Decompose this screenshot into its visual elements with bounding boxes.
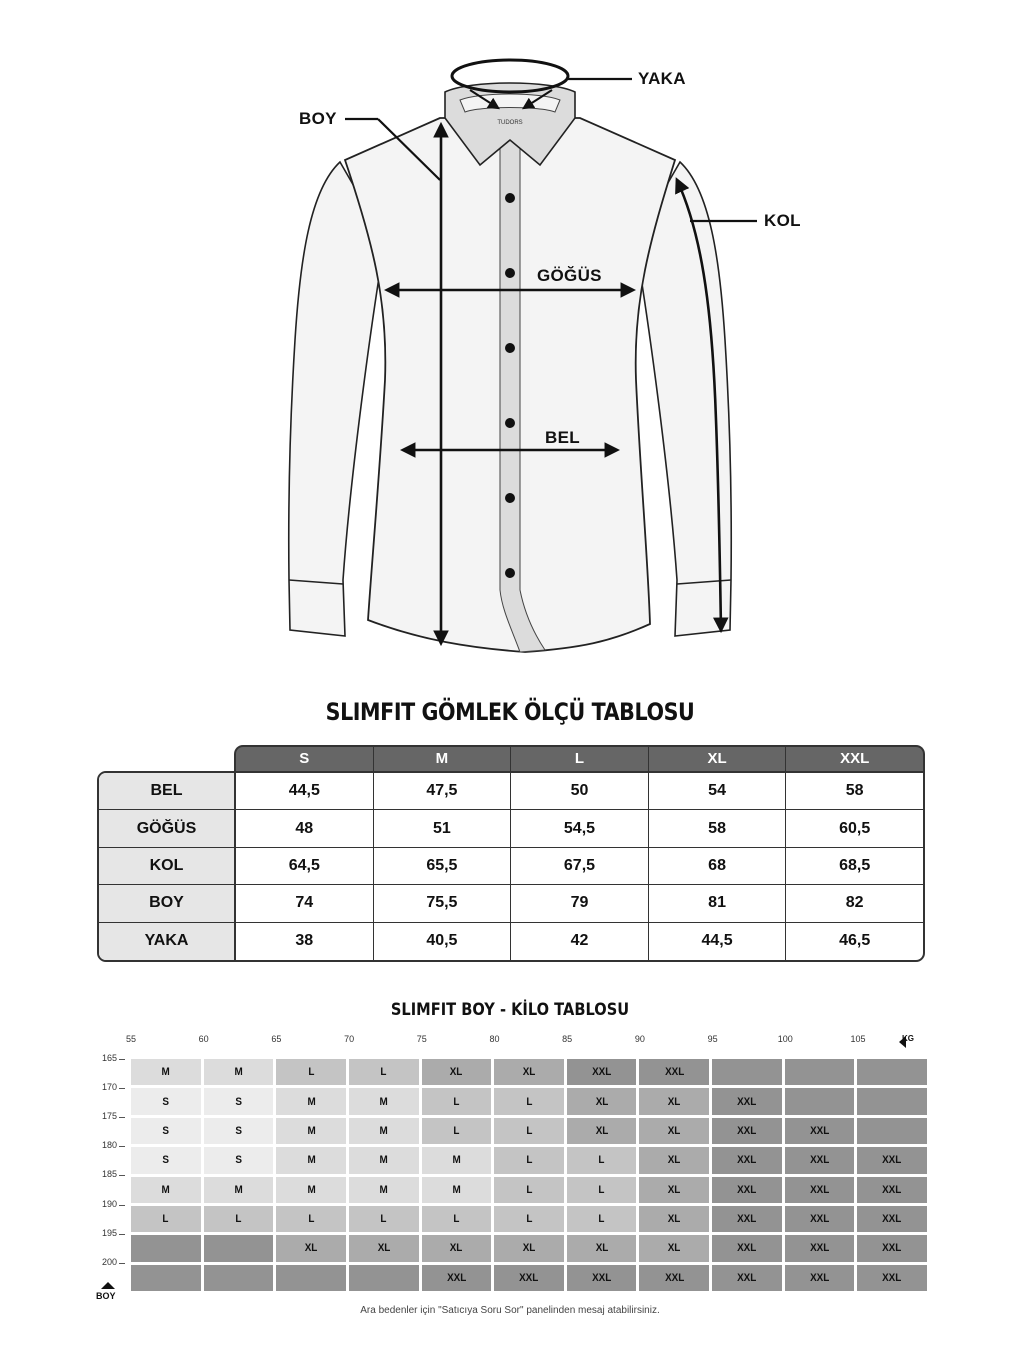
size-cell: [785, 1118, 855, 1144]
size-cell: [857, 1177, 927, 1203]
height-axis-label: BOY: [96, 1291, 116, 1301]
row-label: KOL: [99, 848, 236, 884]
height-tick-mark: [119, 1263, 125, 1264]
size-cell-label: XXL: [737, 1095, 757, 1108]
size-cell-label: L: [525, 1124, 533, 1137]
button-dot: [505, 343, 515, 353]
size-cell: [712, 1118, 782, 1144]
size-cell-label: XXL: [882, 1242, 902, 1255]
table-cell: 44,5: [649, 923, 787, 960]
size-cell-label: XXL: [809, 1271, 830, 1284]
weight-tick-label: 100: [777, 1034, 793, 1044]
table-cell: 50: [511, 773, 649, 809]
size-cell: [204, 1206, 274, 1232]
size-header-cell: XXL: [840, 750, 870, 767]
size-cell-label: XXL: [809, 1242, 830, 1255]
size-cell: [204, 1265, 274, 1291]
size-cell: [857, 1088, 927, 1114]
size-cell: [204, 1118, 274, 1144]
size-cell-label: L: [598, 1213, 605, 1226]
size-cell: [857, 1118, 927, 1144]
size-cell: [857, 1059, 927, 1085]
size-header-row: [234, 745, 925, 771]
size-cell-label: M: [379, 1095, 388, 1108]
size-cell-label: XXL: [882, 1154, 902, 1167]
weight-tick-label: 75: [416, 1034, 427, 1044]
height-tick-label: 195: [101, 1227, 117, 1238]
size-cell: [567, 1206, 637, 1232]
table-cell: 40,5: [374, 923, 512, 960]
size-cell: [422, 1265, 492, 1291]
size-cell: [349, 1118, 419, 1144]
height-tick-mark: [119, 1234, 125, 1235]
size-cell-label: XXL: [519, 1271, 539, 1284]
size-cell: [349, 1206, 419, 1232]
weight-tick-label: 60: [198, 1034, 209, 1044]
size-cell-label: XL: [667, 1154, 681, 1167]
size-cell: [785, 1235, 855, 1261]
button-dot: [505, 493, 515, 503]
size-cell-label: XL: [667, 1095, 681, 1108]
height-tick-label: 175: [101, 1111, 117, 1122]
size-cell-label: M: [161, 1183, 170, 1196]
size-cell: [857, 1235, 927, 1261]
size-cell: [494, 1177, 564, 1203]
weight-axis: [0, 1034, 1020, 1048]
button-dot: [505, 418, 515, 428]
button-dot: [505, 193, 515, 203]
row-label: BOY: [99, 885, 236, 921]
size-cell-label: XL: [450, 1242, 463, 1255]
size-cell: [567, 1265, 637, 1291]
size-cell-label: L: [308, 1213, 315, 1226]
gogus-callout: GÖĞÜS: [537, 266, 602, 285]
size-cell: [712, 1206, 782, 1232]
table-row: [99, 923, 923, 960]
size-cell-label: M: [161, 1066, 170, 1079]
size-cell: [204, 1088, 274, 1114]
weight-tick-label: 90: [634, 1034, 645, 1044]
size-header-cell: M: [374, 747, 512, 771]
table-cell: 51: [374, 810, 512, 846]
size-cell-label: S: [162, 1124, 170, 1137]
table-cell: 68: [649, 848, 787, 884]
size-cell: [276, 1177, 346, 1203]
size-cell-label: M: [306, 1124, 316, 1137]
size-cell-label: S: [235, 1095, 242, 1108]
brand-label: TUDORS: [497, 120, 523, 126]
table-cell: 75,5: [374, 885, 512, 921]
size-cell: [131, 1177, 201, 1203]
size-cell-label: M: [306, 1095, 316, 1108]
size-cell-label: XL: [595, 1242, 608, 1255]
size-cell-label: XXL: [737, 1124, 757, 1137]
size-cell-label: L: [453, 1213, 460, 1226]
table-cell: 48: [236, 810, 374, 846]
size-cell: [422, 1118, 492, 1144]
size-cell-label: L: [380, 1213, 387, 1226]
size-cell-label: XXL: [737, 1183, 757, 1196]
size-cell-label: XL: [522, 1066, 536, 1079]
size-cell: [494, 1059, 564, 1085]
weight-tick-label: 95: [707, 1034, 718, 1044]
height-tick-label: 185: [101, 1169, 117, 1180]
size-cell-label: XL: [595, 1124, 608, 1137]
size-cell-label: M: [306, 1154, 316, 1167]
table-cell: 42: [511, 923, 649, 960]
size-cell-label: XL: [522, 1242, 536, 1255]
height-arrow-icon: [101, 1282, 115, 1289]
size-cell-label: XL: [304, 1242, 318, 1255]
size-cell-label: XXL: [664, 1271, 684, 1284]
size-cell-label: XXL: [737, 1271, 757, 1284]
size-header-cell: XL: [649, 747, 787, 771]
size-cell: [276, 1206, 346, 1232]
size-cell: [276, 1118, 346, 1144]
size-cell: [494, 1147, 564, 1173]
size-cell: [567, 1235, 637, 1261]
height-tick-mark: [119, 1175, 125, 1176]
size-cell-label: L: [525, 1183, 533, 1196]
table-cell: 44,5: [236, 773, 374, 809]
size-cell-label: XXL: [882, 1213, 902, 1226]
weight-axis-label: KG: [902, 1034, 914, 1043]
size-cell: [422, 1147, 492, 1173]
size-cell-label: XL: [595, 1095, 608, 1108]
size-cell: [567, 1147, 637, 1173]
row-label: YAKA: [99, 923, 236, 960]
size-cell-label: L: [162, 1213, 169, 1226]
weight-tick-label: 105: [850, 1034, 866, 1044]
size-cell-label: M: [379, 1124, 388, 1137]
size-cell-label: XXL: [809, 1213, 830, 1226]
size-cell: [639, 1265, 709, 1291]
height-tick-label: 200: [101, 1256, 117, 1267]
size-cell-label: XXL: [446, 1271, 466, 1284]
size-cell: [276, 1088, 346, 1114]
weight-tick-label: 70: [344, 1034, 355, 1044]
kol-callout: KOL: [764, 211, 801, 230]
size-cell: [712, 1059, 782, 1085]
size-cell: [276, 1235, 346, 1261]
size-cell: [204, 1235, 274, 1261]
size-table-title: SLIMFIT GÖMLEK ÖLÇÜ TABLOSU: [325, 698, 695, 726]
size-cell-label: XL: [667, 1242, 681, 1255]
size-cell-label: XXL: [591, 1271, 612, 1284]
table-cell: 68,5: [839, 856, 871, 874]
size-cell: [639, 1206, 709, 1232]
size-cell: [712, 1088, 782, 1114]
weight-tick-label: 85: [562, 1034, 573, 1044]
size-cell-label: M: [379, 1183, 388, 1196]
size-cell-label: M: [452, 1154, 461, 1167]
size-cell: [639, 1147, 709, 1173]
size-cell-label: M: [234, 1066, 243, 1079]
size-cell: [131, 1088, 201, 1114]
size-cell: [131, 1265, 201, 1291]
size-cell-label: S: [235, 1124, 242, 1137]
height-tick-mark: [119, 1059, 125, 1060]
size-cell: [422, 1235, 492, 1261]
size-cell: [712, 1235, 782, 1261]
size-cell: [639, 1088, 709, 1114]
row-label: BEL: [99, 773, 236, 809]
size-cell: [349, 1147, 419, 1173]
size-cell-label: L: [525, 1154, 533, 1167]
footnote: Ara bedenler için "Satıcıya Soru Sor" panelinden mesaj atabilirsiniz.: [360, 1305, 660, 1316]
size-cell: [422, 1206, 492, 1232]
size-cell-label: XXL: [591, 1066, 612, 1079]
size-cell-label: XXL: [664, 1066, 684, 1079]
height-tick-mark: [119, 1088, 125, 1089]
size-cell-label: XL: [450, 1066, 463, 1079]
button-dot: [505, 268, 515, 278]
size-cell-label: L: [453, 1124, 460, 1137]
table-cell: 60,5: [839, 819, 871, 837]
size-cell: [785, 1177, 855, 1203]
height-axis: [95, 1052, 125, 1292]
size-cell: [785, 1265, 855, 1291]
size-cell: [712, 1265, 782, 1291]
size-cell-label: L: [453, 1095, 460, 1108]
size-cell: [131, 1118, 201, 1144]
size-cell-label: L: [380, 1066, 387, 1079]
yaka-callout: YAKA: [638, 69, 686, 88]
size-cell-label: M: [306, 1183, 316, 1196]
size-cell-label: XXL: [809, 1124, 830, 1137]
size-cell-label: S: [235, 1154, 242, 1167]
size-cell: [567, 1177, 637, 1203]
size-cell: [567, 1088, 637, 1114]
size-cell-label: M: [379, 1154, 388, 1167]
size-cell: [276, 1265, 346, 1291]
size-cell: [494, 1118, 564, 1144]
size-header-cell: L: [511, 747, 649, 771]
size-cell: [567, 1118, 637, 1144]
size-table: [97, 745, 925, 962]
size-cell: [349, 1235, 419, 1261]
size-cell-label: M: [452, 1183, 461, 1196]
table-row: [99, 885, 923, 922]
table-cell: 74: [236, 885, 374, 921]
size-cell: [857, 1147, 927, 1173]
boy-callout: BOY: [299, 109, 337, 128]
table-row: [99, 810, 923, 847]
kilo-table-title: SLIMFIT BOY - KİLO TABLOSU: [390, 1000, 630, 1020]
table-cell: 38: [236, 923, 374, 960]
bel-callout: BEL: [545, 428, 580, 447]
size-cell: [131, 1206, 201, 1232]
row-label: GÖĞÜS: [99, 810, 236, 846]
size-cell: [276, 1147, 346, 1173]
size-cell-label: M: [234, 1183, 243, 1196]
size-cell: [349, 1088, 419, 1114]
size-cell: [494, 1088, 564, 1114]
size-cell: [422, 1059, 492, 1085]
size-cell-label: XXL: [809, 1154, 830, 1167]
table-cell: 64,5: [236, 848, 374, 884]
size-cell: [204, 1059, 274, 1085]
table-row: [99, 848, 923, 885]
button-dot: [505, 568, 515, 578]
size-cell: [494, 1265, 564, 1291]
size-cell-label: XXL: [737, 1154, 757, 1167]
table-cell: 65,5: [374, 848, 512, 884]
size-cell: [639, 1177, 709, 1203]
weight-tick-label: 80: [489, 1034, 500, 1044]
size-cell-label: L: [598, 1183, 605, 1196]
height-tick-label: 190: [101, 1198, 117, 1209]
size-cell-label: XL: [667, 1124, 681, 1137]
size-cell: [349, 1059, 419, 1085]
table-row: [99, 773, 923, 810]
weight-tick-label: 55: [125, 1034, 137, 1044]
size-cell: [857, 1206, 927, 1232]
size-cell: [131, 1059, 201, 1085]
size-cell: [494, 1206, 564, 1232]
size-cell: [785, 1088, 855, 1114]
table-cell: 54,5: [511, 810, 649, 846]
size-cell-label: S: [162, 1095, 170, 1108]
size-cell: [567, 1059, 637, 1085]
size-cell: [422, 1088, 492, 1114]
table-cell: 81: [649, 885, 787, 921]
height-tick-mark: [119, 1117, 125, 1118]
size-cell-label: XXL: [737, 1213, 757, 1226]
size-cell-label: XL: [667, 1213, 681, 1226]
size-cell: [131, 1147, 201, 1173]
size-cell: [857, 1265, 927, 1291]
size-cell: [712, 1147, 782, 1173]
size-cell: [785, 1206, 855, 1232]
height-tick-mark: [119, 1205, 125, 1206]
size-cell-label: XL: [667, 1183, 681, 1196]
size-cell: [349, 1265, 419, 1291]
size-cell-label: XXL: [809, 1183, 830, 1196]
size-cell: [131, 1235, 201, 1261]
size-cell: [204, 1177, 274, 1203]
height-tick-label: 170: [101, 1082, 117, 1093]
size-cell: [494, 1235, 564, 1261]
table-cell: 54: [649, 773, 787, 809]
table-cell: 79: [511, 885, 649, 921]
size-cell-label: L: [525, 1095, 533, 1108]
size-cell: [639, 1235, 709, 1261]
size-cell-label: XXL: [882, 1271, 902, 1284]
size-table-body: [97, 771, 925, 962]
kilo-grid: [131, 1059, 927, 1291]
table-cell: 82: [845, 894, 864, 912]
size-cell: [639, 1059, 709, 1085]
size-cell: [276, 1059, 346, 1085]
size-cell: [785, 1147, 855, 1173]
weight-tick-label: 65: [271, 1034, 282, 1044]
size-cell-label: L: [598, 1154, 605, 1167]
size-cell-label: S: [162, 1154, 170, 1167]
size-cell: [204, 1147, 274, 1173]
size-cell-label: XXL: [882, 1183, 902, 1196]
size-cell-label: XXL: [737, 1242, 757, 1255]
size-cell: [785, 1059, 855, 1085]
size-cell: [639, 1118, 709, 1144]
table-cell: 47,5: [374, 773, 512, 809]
size-header-cell: S: [236, 747, 374, 771]
height-tick-label: 180: [101, 1140, 117, 1151]
size-cell-label: XL: [377, 1242, 391, 1255]
size-cell-label: L: [525, 1213, 533, 1226]
table-cell: 58: [845, 782, 864, 800]
size-cell: [422, 1177, 492, 1203]
size-cell: [712, 1177, 782, 1203]
table-cell: 67,5: [511, 848, 649, 884]
size-cell: [349, 1177, 419, 1203]
table-cell: 58: [649, 810, 787, 846]
size-cell-label: L: [235, 1213, 242, 1226]
height-tick-label: 165: [101, 1053, 117, 1063]
size-cell-label: L: [308, 1066, 315, 1079]
table-cell: 46,5: [839, 932, 871, 950]
height-tick-mark: [119, 1146, 125, 1147]
